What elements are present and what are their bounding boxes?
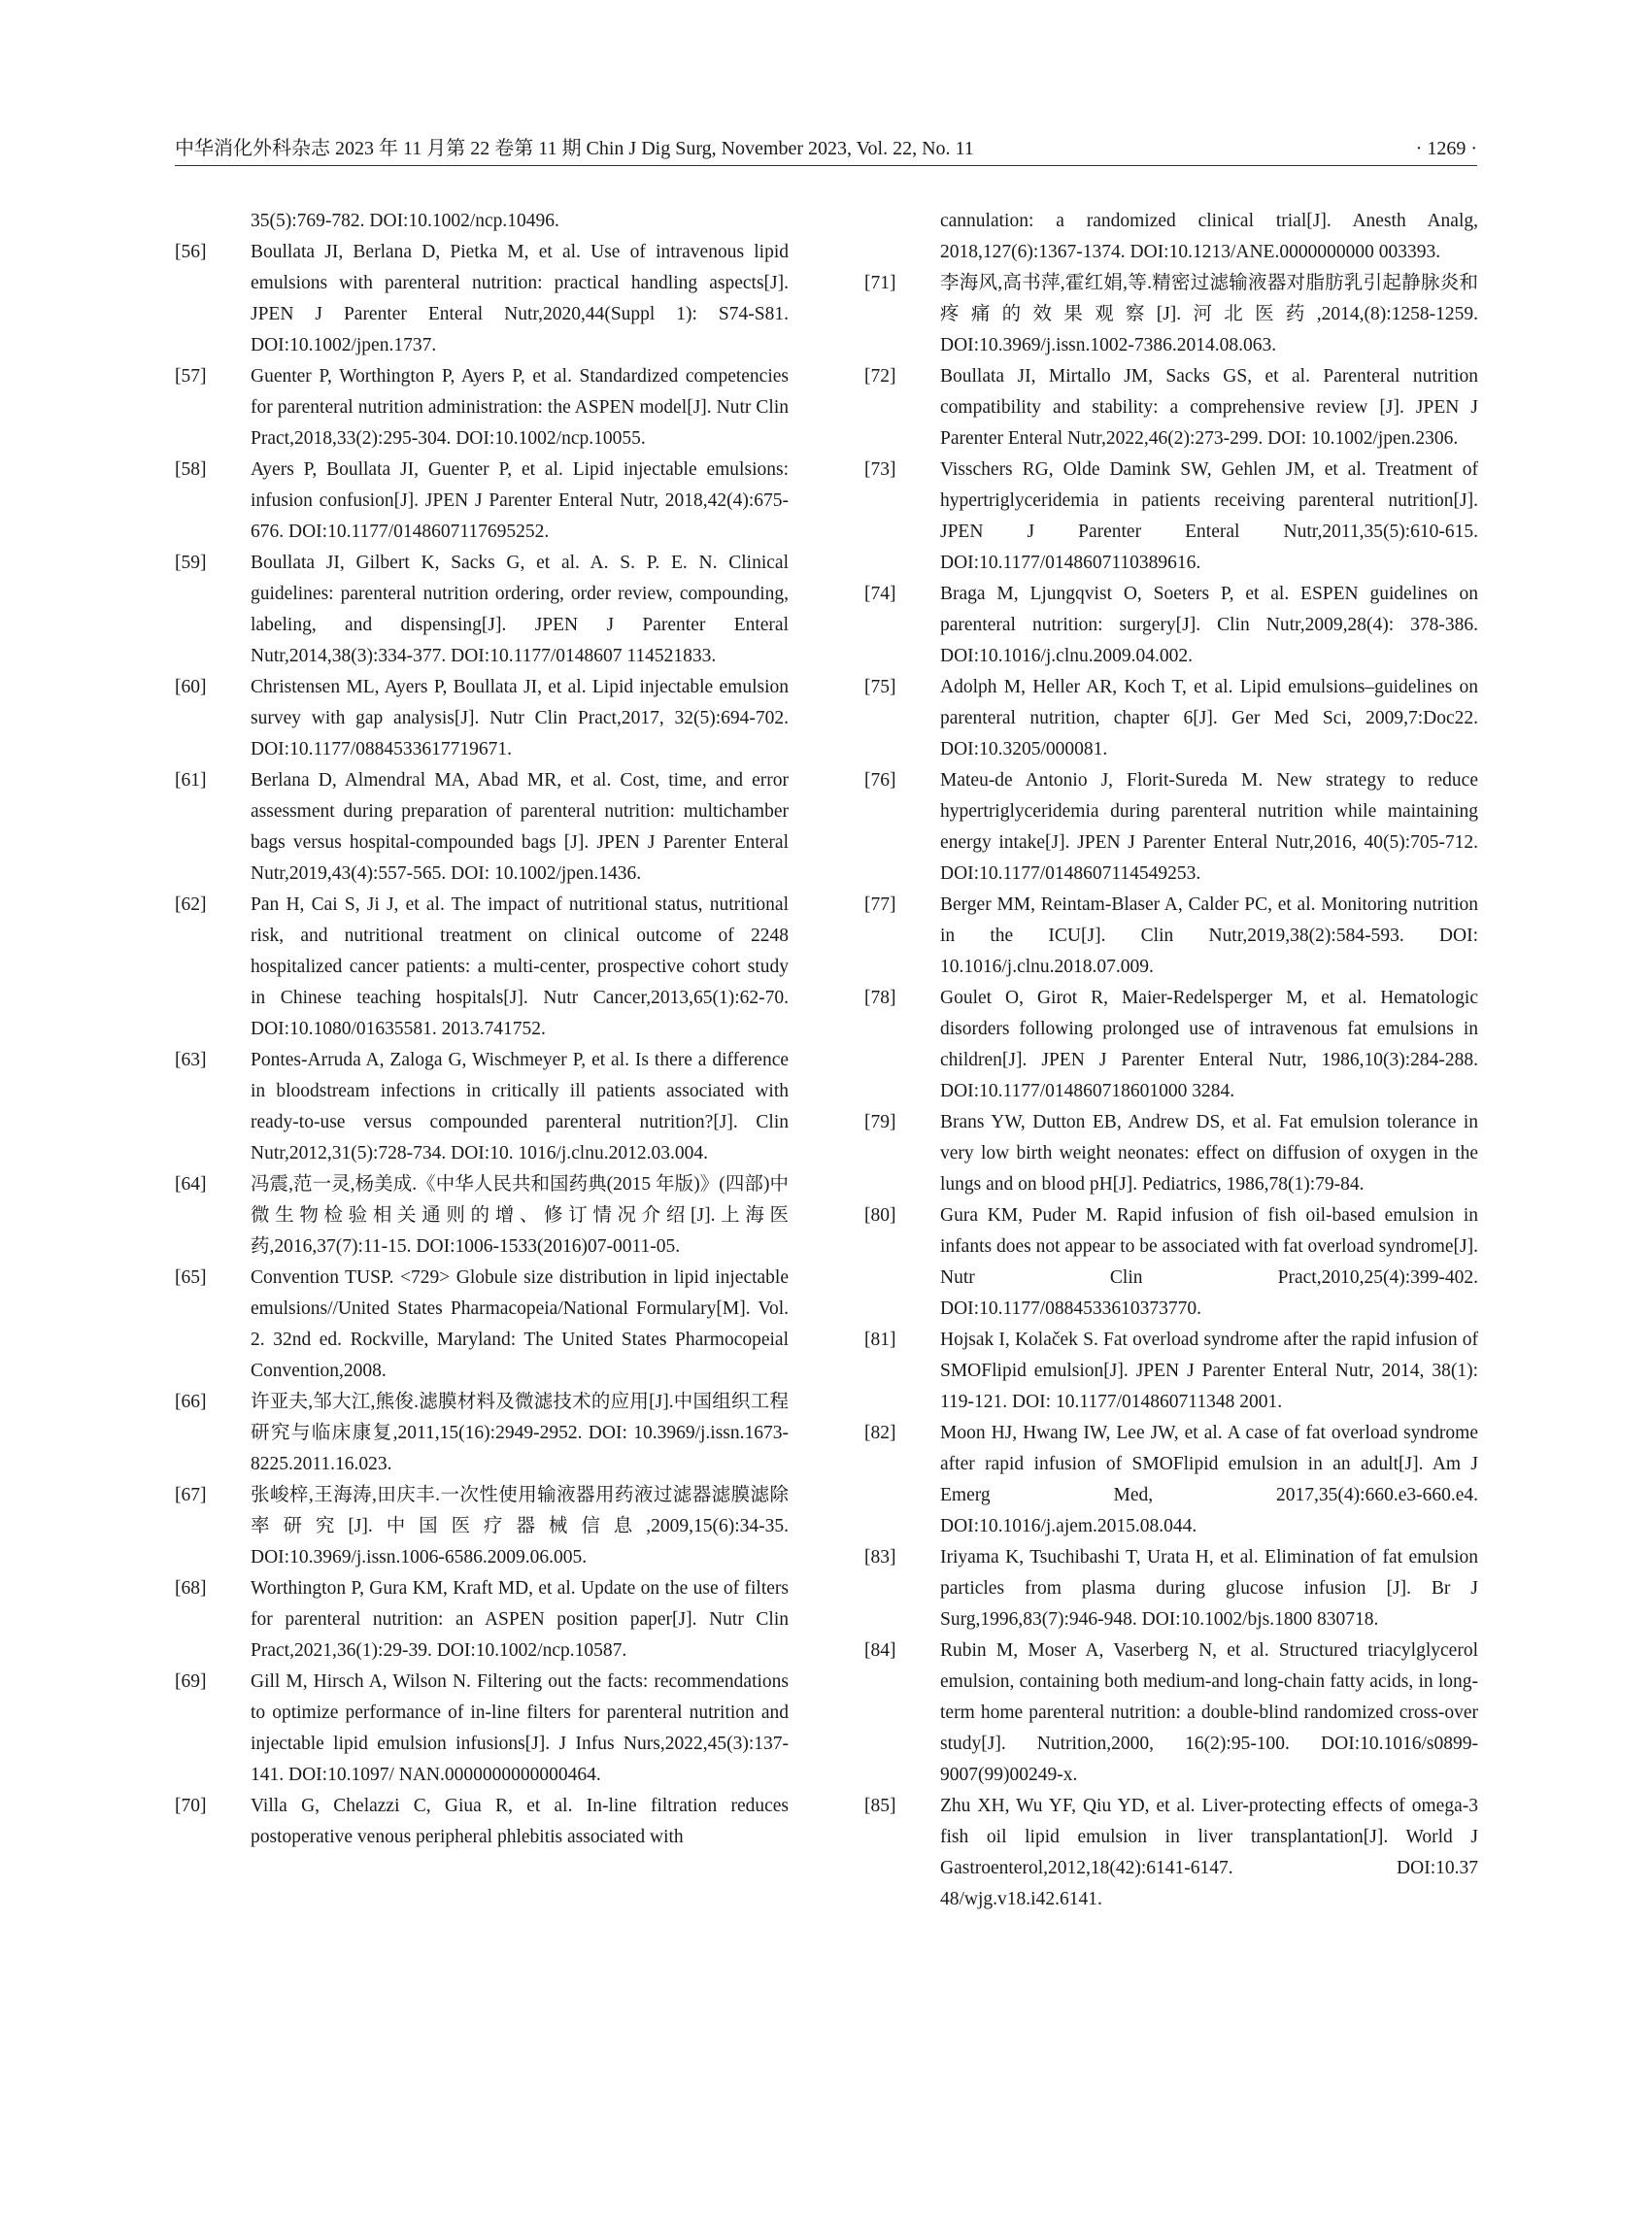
reference-number: [75]: [864, 677, 896, 697]
reference-number: [65]: [175, 1267, 207, 1288]
reference-number: [77]: [864, 894, 896, 915]
reference-text: Berger MM, Reintam-Blaser A, Calder PC, et al. Monitoring nutrition in the ICU[J]. Clin Nutr,2019,38(2):584-593. DOI: 10.1016/j.clnu.2018.07.009.: [940, 894, 1478, 977]
reference-text: 许亚夫,邹大江,熊俊.滤膜材料及微滤技术的应用[J].中国组织工程研究与临床康复,2011,15(16):2949-2952. DOI: 10.3969/j.issn.1673-8225.2011.16.023.: [251, 1392, 789, 1474]
reference-entry: [175, 1791, 789, 1853]
reference-entry: [864, 1542, 1478, 1635]
page-number: · 1269 ·: [1415, 138, 1477, 159]
reference-entry: [175, 455, 789, 548]
reference-entry: [175, 548, 789, 672]
reference-number: [71]: [864, 273, 896, 293]
reference-number: [82]: [864, 1423, 896, 1443]
reference-text: Hojsak I, Kolaček S. Fat overload syndrome after the rapid infusion of SMOFlipid emulsion[J]. JPEN J Parenter Enteral Nutr, 2014, 38(1): 119-121. DOI: 10.1177/014860711348 2001.: [940, 1330, 1478, 1412]
reference-entry: [864, 1635, 1478, 1791]
reference-number: [83]: [864, 1547, 896, 1568]
reference-number: [76]: [864, 770, 896, 791]
reference-number: [62]: [175, 894, 207, 915]
reference-text: Moon HJ, Hwang IW, Lee JW, et al. A case of fat overload syndrome after rapid infusion of SMOFlipid emulsion in an adult[J]. Am J Emerg Med, 2017,35(4):660.e3-660.e4. DOI:10.1016/j.ajem.2015.08.044.: [940, 1423, 1478, 1536]
reference-entry: [175, 1387, 789, 1480]
reference-text: Visschers RG, Olde Damink SW, Gehlen JM, et al. Treatment of hypertriglyceridemia in patients receiving parenteral nutrition[J]. JPEN J Parenter Enteral Nutr,2011,35(5):610-615. DOI:10.1177/0148607110389616.: [940, 459, 1478, 573]
reference-entry: [175, 1667, 789, 1791]
reference-number: [66]: [175, 1392, 207, 1412]
reference-text: Pan H, Cai S, Ji J, et al. The impact of nutritional status, nutritional risk, and nutritional treatment on clinical outcome of 2248 hospitalized cancer patients: a multi-center, prospective cohort study in Chinese teaching hospitals[J]. Nutr Cancer,2013,65(1):62-70. DOI:10.1080/01635581. 2013.741752.: [251, 894, 789, 1039]
reference-text: Villa G, Chelazzi C, Giua R, et al. In-line filtration reduces postoperative venous peripheral phlebitis associated with: [251, 1796, 789, 1847]
journal-citation-header: 中华消化外科杂志 2023 年 11 月第 22 卷第 11 期 Chin J Dig Surg, November 2023, Vol. 22, No. 11: [175, 138, 974, 159]
reference-entry: [175, 1045, 789, 1169]
reference-number: [78]: [864, 988, 896, 1008]
reference-entry: [864, 672, 1478, 765]
reference-text: Goulet O, Girot R, Maier-Redelsperger M, et al. Hematologic disorders following prolonged use of intravenous fat emulsions in children[J]. JPEN J Parenter Enteral Nutr, 1986,10(3):284-288. DOI:10.1177/014860718601000 3284.: [940, 988, 1478, 1101]
reference-text: Gill M, Hirsch A, Wilson N. Filtering out the facts: recommendations to optimize performance of in-line filters for parenteral nutrition and injectable lipid emulsion infusions[J]. J Infus Nurs,2022,45(3):137-141. DOI:10.1097/ NAN.0000000000000464.: [251, 1671, 789, 1785]
reference-text: Brans YW, Dutton EB, Andrew DS, et al. Fat emulsion tolerance in very low birth weight neonates: effect on diffusion of oxygen in the lungs and on blood pH[J]. Pediatrics, 1986,78(1):79-84.: [940, 1112, 1478, 1195]
reference-text: Guenter P, Worthington P, Ayers P, et al. Standardized competencies for parenteral nutrition administration: the ASPEN model[J]. Nutr Clin Pract,2018,33(2):295-304. DOI:10.1002/ncp.10055.: [251, 366, 789, 449]
references-right-column: [864, 206, 1478, 1915]
reference-entry: [175, 206, 789, 237]
reference-entry: [175, 1480, 789, 1573]
reference-number: [67]: [175, 1485, 207, 1505]
reference-text: Rubin M, Moser A, Vaserberg N, et al. Structured triacylglycerol emulsion, containing both medium-and long-chain fatty acids, in long-term home parenteral nutrition: a double-blind randomized cross-over study[J]. Nutrition,2000, 16(2):95-100. DOI:10.1016/s0899-9007(99)00249-x.: [940, 1640, 1478, 1785]
reference-number: [85]: [864, 1796, 896, 1816]
reference-number: [57]: [175, 366, 207, 387]
reference-number: [70]: [175, 1796, 207, 1816]
reference-text: 张峻梓,王海涛,田庆丰.一次性使用输液器用药液过滤器滤膜滤除率研究[J].中国医疗器械信息,2009,15(6):34-35. DOI:10.3969/j.issn.1006-6586.2009.06.005.: [251, 1485, 789, 1568]
reference-entry: [864, 1107, 1478, 1200]
reference-entry: [175, 1573, 789, 1667]
reference-entry: [175, 890, 789, 1045]
reference-number: [74]: [864, 584, 896, 604]
reference-text: Pontes-Arruda A, Zaloga G, Wischmeyer P, et al. Is there a difference in bloodstream infections in critically ill patients associated with ready-to-use versus compounded parenteral nutrition?[J]. Clin Nutr,2012,31(5):728-734. DOI:10. 1016/j.clnu.2012.03.004.: [251, 1050, 789, 1163]
reference-number: [64]: [175, 1174, 207, 1195]
reference-entry: [175, 361, 789, 455]
reference-number: [80]: [864, 1205, 896, 1226]
reference-text: Convention TUSP. <729> Globule size distribution in lipid injectable emulsions//United States Pharmacopeia/National Formulary[M]. Vol. 2. 32nd ed. Rockville, Maryland: The United States Pharmocopeial Convention,2008.: [251, 1267, 789, 1381]
reference-entry: [864, 1325, 1478, 1418]
reference-text: Worthington P, Gura KM, Kraft MD, et al. Update on the use of filters for parenteral nutrition: an ASPEN position paper[J]. Nutr Clin Pract,2021,36(1):29-39. DOI:10.1002/ncp.10587.: [251, 1578, 789, 1661]
reference-entry: [864, 1791, 1478, 1915]
reference-number: [63]: [175, 1050, 207, 1070]
reference-number: [58]: [175, 459, 207, 480]
reference-entry: [864, 579, 1478, 672]
reference-entry: [864, 1418, 1478, 1542]
reference-entry: [864, 1200, 1478, 1325]
reference-entry: [175, 672, 789, 765]
reference-number: [73]: [864, 459, 896, 480]
reference-text: 冯震,范一灵,杨美成.《中华人民共和国药典(2015 年版)》(四部)中微生物检验相关通则的增、修订情况介绍[J].上海医药,2016,37(7):11-15. DOI:1006-1533(2016)07-0011-05.: [251, 1174, 789, 1257]
running-header: [175, 132, 1477, 166]
reference-number: [68]: [175, 1578, 207, 1599]
reference-text: 李海风,高书萍,霍红娟,等.精密过滤输液器对脂肪乳引起静脉炎和疼痛的效果观察[J].河北医药,2014,(8):1258-1259. DOI:10.3969/j.issn.1002-7386.2014.08.063.: [940, 273, 1478, 355]
reference-entry: [175, 1263, 789, 1387]
reference-entry: [864, 890, 1478, 983]
reference-text: Christensen ML, Ayers P, Boullata JI, et al. Lipid injectable emulsion survey with gap analysis[J]. Nutr Clin Pract,2017, 32(5):694-702. DOI:10.1177/0884533617719671.: [251, 677, 789, 759]
reference-entry: [175, 1169, 789, 1263]
reference-text: Boullata JI, Gilbert K, Sacks G, et al. A. S. P. E. N. Clinical guidelines: parenteral nutrition ordering, order review, compounding, labeling, and dispensing[J]. JPEN J Parenter Enteral Nutr,2014,38(3):334-377. DOI:10.1177/0148607 114521833.: [251, 553, 789, 666]
reference-number: [81]: [864, 1330, 896, 1350]
reference-entry: [175, 237, 789, 361]
reference-entry: [864, 206, 1478, 268]
references-left-column: [175, 206, 789, 1853]
reference-number: [61]: [175, 770, 207, 791]
reference-text: Ayers P, Boullata JI, Guenter P, et al. Lipid injectable emulsions: infusion confusion[J]. JPEN J Parenter Enteral Nutr, 2018,42(4):675-676. DOI:10.1177/0148607117695252.: [251, 459, 789, 542]
reference-number: [69]: [175, 1671, 207, 1692]
reference-text: Zhu XH, Wu YF, Qiu YD, et al. Liver-protecting effects of omega-3 fish oil lipid emulsion in liver transplantation[J]. World J Gastroenterol,2012,18(42):6141-6147. DOI:10.37 48/wjg.v18.i42.6141.: [940, 1796, 1478, 1909]
reference-text: Boullata JI, Mirtallo JM, Sacks GS, et al. Parenteral nutrition compatibility and stability: a comprehensive review [J]. JPEN J Parenter Enteral Nutr,2022,46(2):273-299. DOI: 10.1002/jpen.2306.: [940, 366, 1478, 449]
reference-text: Braga M, Ljungqvist O, Soeters P, et al. ESPEN guidelines on parenteral nutrition: surgery[J]. Clin Nutr,2009,28(4): 378-386. DOI:10.1016/j.clnu.2009.04.002.: [940, 584, 1478, 666]
reference-number: [59]: [175, 553, 207, 573]
reference-entry: [175, 765, 789, 890]
reference-text: Berlana D, Almendral MA, Abad MR, et al. Cost, time, and error assessment during preparation of parenteral nutrition: multichamber bags versus hospital-compounded bags [J]. JPEN J Parenter Enteral Nutr,2019,43(4):557-565. DOI: 10.1002/jpen.1436.: [251, 770, 789, 884]
reference-entry: [864, 983, 1478, 1107]
reference-number: [79]: [864, 1112, 896, 1132]
reference-number: [72]: [864, 366, 896, 387]
reference-text: Boullata JI, Berlana D, Pietka M, et al. Use of intravenous lipid emulsions with parenteral nutrition: practical handling aspects[J]. JPEN J Parenter Enteral Nutr,2020,44(Suppl 1): S74-S81. DOI:10.1002/jpen.1737.: [251, 242, 789, 355]
reference-number: [56]: [175, 242, 207, 262]
reference-entry: [864, 455, 1478, 579]
reference-entry: [864, 361, 1478, 455]
reference-entry: [864, 268, 1478, 361]
reference-text: Mateu-de Antonio J, Florit-Sureda M. New strategy to reduce hypertriglyceridemia during parenteral nutrition while maintaining energy intake[J]. JPEN J Parenter Enteral Nutr,2016, 40(5):705-712. DOI:10.1177/0148607114549253.: [940, 770, 1478, 884]
reference-text: 35(5):769-782. DOI:10.1002/ncp.10496.: [251, 211, 559, 231]
reference-number: [84]: [864, 1640, 896, 1661]
reference-text: Iriyama K, Tsuchibashi T, Urata H, et al. Elimination of fat emulsion particles from plasma during glucose infusion [J]. Br J Surg,1996,83(7):946-948. DOI:10.1002/bjs.1800 830718.: [940, 1547, 1478, 1630]
reference-text: Gura KM, Puder M. Rapid infusion of fish oil-based emulsion in infants does not appear to be associated with fat overload syndrome[J]. Nutr Clin Pract,2010,25(4):399-402. DOI:10.1177/0884533610373770.: [940, 1205, 1478, 1319]
reference-text: Adolph M, Heller AR, Koch T, et al. Lipid emulsions–guidelines on parenteral nutrition, chapter 6[J]. Ger Med Sci, 2009,7:Doc22. DOI:10.3205/000081.: [940, 677, 1478, 759]
reference-entry: [864, 765, 1478, 890]
reference-text: cannulation: a randomized clinical trial[J]. Anesth Analg, 2018,127(6):1367-1374. DOI:10.1213/ANE.0000000000 003393.: [940, 211, 1478, 262]
reference-number: [60]: [175, 677, 207, 697]
